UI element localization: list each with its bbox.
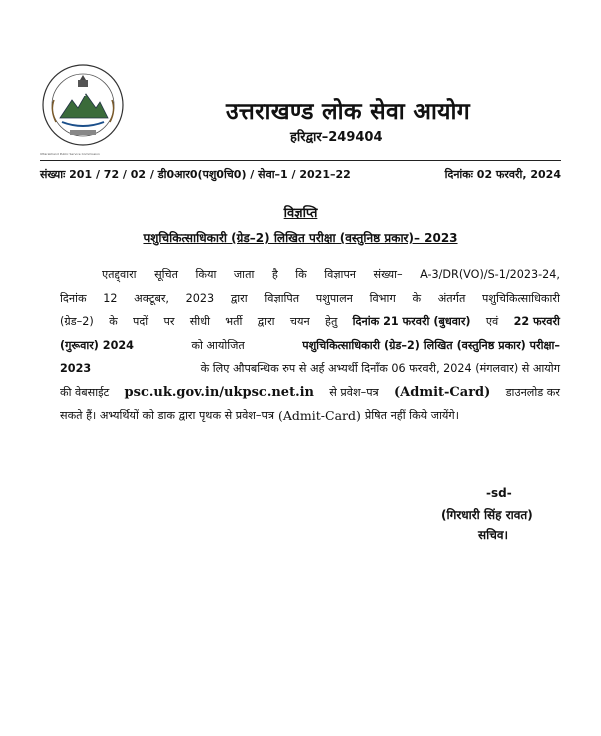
body-line-3 [60, 310, 560, 334]
word: एवं [485, 315, 499, 329]
word: एतद्द्वारा [102, 268, 137, 282]
word: (ग्रेड–2) [60, 315, 94, 329]
body-line-1 [60, 263, 560, 287]
word: विज्ञापित [264, 291, 300, 305]
word: सूचित [154, 268, 179, 282]
text-segment: की वेबसाईट [60, 385, 110, 399]
word: कि [295, 268, 307, 282]
word: सीधी [189, 315, 210, 329]
text-segment: को आयोजित [191, 338, 245, 352]
word: चयन [289, 315, 310, 329]
org-name: उत्तराखण्ड लोक सेवा आयोग [226, 99, 470, 125]
body-line-2 [60, 287, 560, 311]
text-segment: से प्रवेश–पत्र [329, 385, 379, 399]
body-line-7 [60, 404, 560, 428]
exam-date-1: दिनांक 21 फरवरी (बुधवार) [352, 315, 471, 329]
logo-caption: Uttarakhand Public Service Commission [40, 152, 100, 156]
text-segment: सकते हैं। अभ्यर्थियों को डाक द्वारा पृथक से प्रवेश–पत्र [60, 409, 275, 423]
word: संख्या– [373, 268, 403, 282]
body-line-5 [60, 357, 560, 381]
word: है [271, 268, 278, 282]
header-divider [40, 160, 561, 161]
word: पर [163, 315, 175, 329]
admit-card-label: (Admit-Card) [278, 408, 361, 424]
commission-emblem-icon [40, 62, 126, 148]
word: भर्ती [225, 315, 243, 329]
word: हेतु [325, 315, 338, 329]
text-segment: डाउनलोड कर [505, 385, 560, 399]
website-link[interactable]: psc.uk.gov.in/ukpsc.net.in [124, 384, 314, 400]
word: जाता [233, 268, 255, 282]
exam-name: पशुचिकित्साधिकारी (ग्रेड–2) लिखित (वस्तुनिष्ठ प्रकार) परीक्षा– [302, 338, 560, 352]
signatory-name: (गिरधारी सिंह रावत) [441, 508, 533, 522]
word: 12 [103, 291, 118, 305]
word: द्वारा [230, 291, 248, 305]
signatory-designation: सचिव। [478, 528, 509, 542]
exam-date-2: 22 फरवरी [513, 315, 560, 329]
signature-sd: -sd- [486, 486, 512, 500]
word: द्वारा [257, 315, 275, 329]
word: विज्ञापन [324, 268, 357, 282]
word: पशुचिकित्साधिकारी [482, 291, 560, 305]
text-segment: प्रेषित नहीं किये जायेंगे। [364, 409, 459, 423]
word: पदों [132, 315, 149, 329]
body-line-6 [60, 381, 560, 405]
word: दिनांक [60, 291, 87, 305]
reference-line [40, 167, 561, 182]
notice-subject [0, 229, 601, 246]
reference-date: दिनांकः 02 फरवरी, 2024 [444, 168, 561, 181]
notice-title [0, 203, 601, 221]
emblem-graphic [40, 62, 126, 148]
word: किया [195, 268, 217, 282]
reference-number: संख्याः 201 / 72 / 02 / डी0आर0(पशु0चि0) / सेवा–1 / 2021–22 [40, 168, 351, 181]
word: अक्टूबर, [134, 291, 169, 305]
notice-body [60, 263, 560, 428]
word: के [412, 291, 422, 305]
word: विभाग [369, 291, 396, 305]
org-address: हरिद्वार–249404 [290, 130, 383, 145]
word: के [109, 315, 118, 329]
exam-date-2-cont: (गुरूवार) 2024 [60, 338, 134, 352]
word: अंतर्गत [437, 291, 466, 305]
advertisement-number: A-3/DR(VO)/S-1/2023-24, [420, 268, 560, 282]
text-segment: के लिए औपबन्धिक रुप से अर्ह अभ्यर्थी दिनाँक 06 फरवरी, 2024 (मंगलवार) से आयोग [200, 362, 560, 376]
exam-year: 2023 [60, 362, 92, 376]
admit-card-label: (Admit-Card) [394, 384, 491, 400]
body-line-4 [60, 334, 560, 358]
notice-subject-text: पशुचिकित्साधिकारी (ग्रेड–2) लिखित परीक्षा (वस्तुनिष्ठ प्रकार)– 2023 [143, 231, 458, 245]
word: 2023 [185, 291, 215, 305]
notice-title-text: विज्ञप्ति [283, 206, 318, 221]
word: पशुपालन [315, 291, 353, 305]
